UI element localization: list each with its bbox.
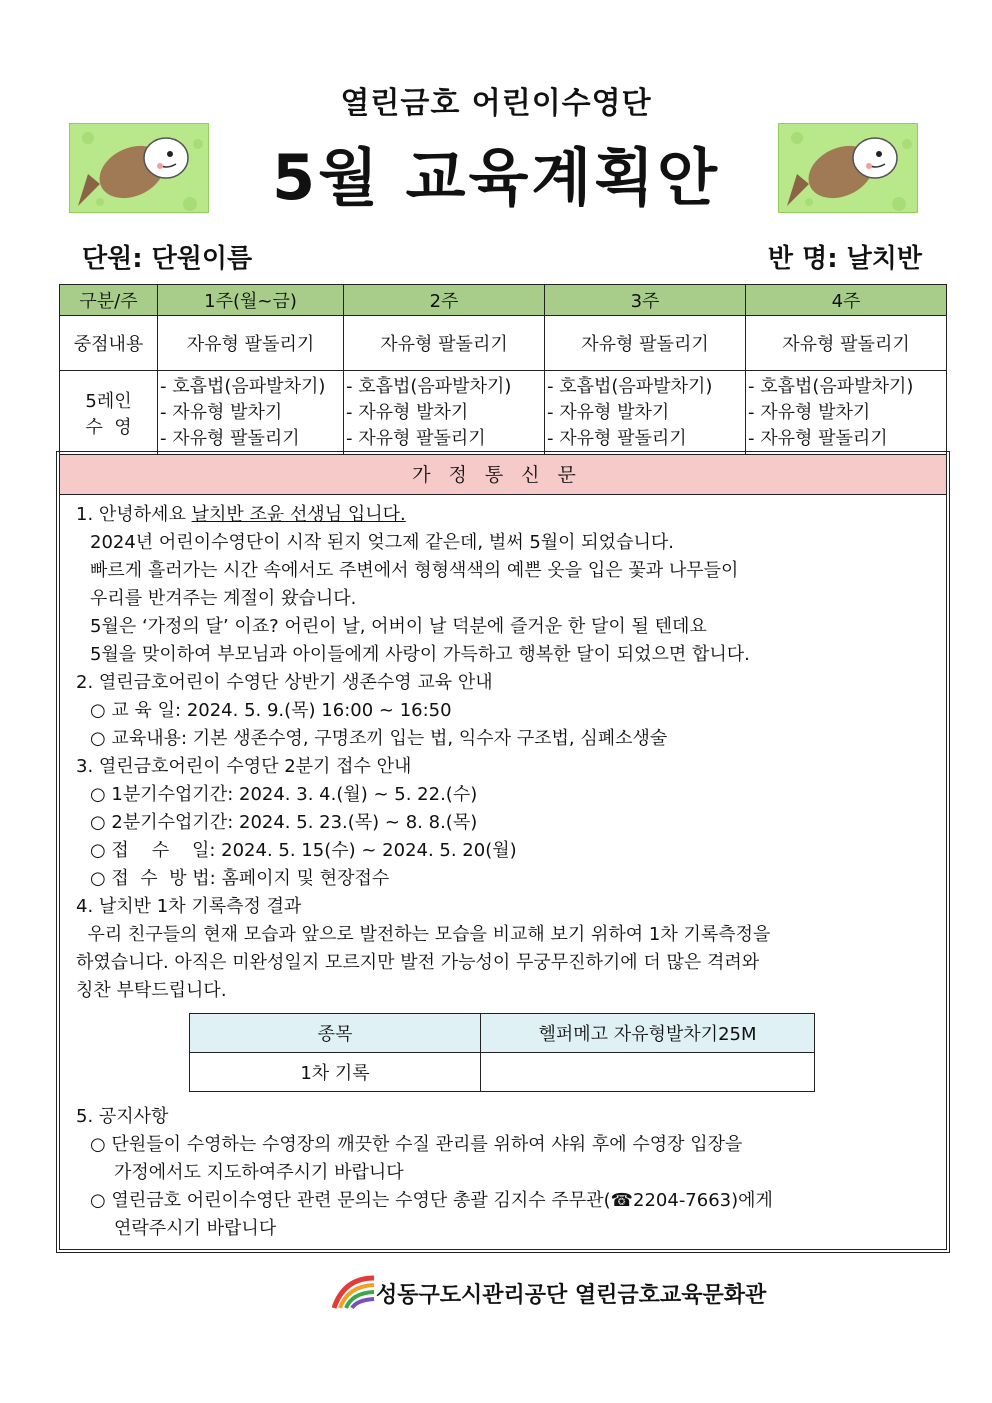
- table-cell: 자유형 팔돌리기: [545, 316, 746, 371]
- row-label: [60, 371, 158, 456]
- list-item: ○ 교 육 일: 2024. 5. 9.(목) 16:00 ~ 16:50: [90, 700, 452, 721]
- row-label: 중점내용: [60, 316, 158, 371]
- section-3-heading: 3. 열린금호어린이 수영단 2분기 접수 안내: [76, 756, 412, 777]
- detail-line: - 자유형 발차기: [160, 402, 283, 423]
- rainbow-logo-icon: [330, 1272, 378, 1312]
- section-1-heading: [76, 501, 406, 529]
- table-cell: [545, 371, 746, 456]
- detail-line: - 호흡법(음파발차기): [346, 376, 512, 397]
- fish-illustration-right: [778, 123, 918, 213]
- paragraph-line: 칭찬 부탁드립니다.: [76, 980, 227, 1001]
- paragraph-line: 우리를 반겨주는 계절이 왔습니다.: [90, 588, 357, 609]
- paragraph-line: 빠르게 흘러가는 시간 속에서도 주변에서 형형색색의 예쁜 옷을 입은 꽃과 나무들이: [90, 560, 739, 581]
- column-header: 구분/주: [60, 285, 158, 316]
- list-item: ○ 접 수 일: 2024. 5. 15(수) ~ 2024. 5. 20(월): [90, 840, 517, 861]
- row-label-line: 5레인: [85, 391, 132, 412]
- detail-line: - 자유형 팔돌리기: [748, 428, 888, 449]
- detail-line: - 자유형 팔돌리기: [160, 428, 300, 449]
- section-1-prefix: 1. 안녕하세요: [76, 504, 192, 525]
- section-4-heading: 4. 날치반 1차 기록측정 결과: [76, 896, 302, 917]
- list-item: ○ 1분기수업기간: 2024. 3. 4.(월) ~ 5. 22.(수): [90, 784, 478, 805]
- meta-row: [82, 238, 922, 278]
- detail-line: - 자유형 발차기: [346, 402, 469, 423]
- table-row: [60, 316, 947, 371]
- column-header: 4주: [746, 285, 947, 316]
- table-cell: [158, 371, 344, 456]
- table-header-row: [190, 1014, 815, 1053]
- subtitle: 열린금호 어린이수영단: [340, 86, 652, 121]
- weekly-plan-table: [59, 284, 947, 456]
- section-5-heading: 5. 공지사항: [76, 1106, 169, 1127]
- detail-line: - 자유형 발차기: [748, 402, 871, 423]
- detail-line: - 호흡법(음파발차기): [547, 376, 713, 397]
- detail-line: - 호흡법(음파발차기): [160, 376, 326, 397]
- row-label-line: 수 영: [85, 417, 132, 438]
- unit-name: 단원: 단원이름: [82, 244, 253, 274]
- column-header: 3주: [545, 285, 746, 316]
- paragraph-line: 5월을 맞이하여 부모님과 아이들에게 사랑이 가득하고 행복한 달이 되었으면 합니다.: [90, 644, 750, 665]
- class-name: 반 명: 날치반: [767, 244, 922, 274]
- fish-illustration-left: [69, 123, 209, 213]
- family-notice: [59, 454, 947, 1250]
- table-row: [60, 371, 947, 456]
- table-cell: 자유형 팔돌리기: [746, 316, 947, 371]
- detail-line: - 자유형 팔돌리기: [547, 428, 687, 449]
- table-cell: [344, 371, 545, 456]
- column-header: 2주: [344, 285, 545, 316]
- footer: [330, 1268, 767, 1318]
- list-item: ○ 2분기수업기간: 2024. 5. 23.(목) ~ 8. 8.(목): [90, 812, 478, 833]
- list-item: ○ 단원들이 수영하는 수영장의 깨끗한 수질 관리를 위하여 샤워 후에 수영장 입장을: [90, 1134, 743, 1155]
- paragraph-line: 하였습니다. 아직은 미완성일지 모르지만 발전 가능성이 무궁무진하기에 더 많은 격려와: [76, 952, 760, 973]
- column-header: 헬퍼메고 자유형발차기25M: [481, 1014, 815, 1053]
- paragraph-line: 5월은 ‘가정의 달’ 이죠? 어린이 날, 어버이 날 덕분에 즐거운 한 달이 될 텐데요: [90, 616, 707, 637]
- organization-name: 성동구도시관리공단 열린금호교육문화관: [376, 1283, 767, 1308]
- paragraph-line: 2024년 어린이수영단이 시작 된지 엊그제 같은데, 벌써 5월이 되었습니다.: [90, 532, 674, 553]
- page-title: 5월 교육계획안: [271, 141, 721, 214]
- notice-title: 가정통신문: [60, 455, 946, 495]
- detail-line: - 자유형 발차기: [547, 402, 670, 423]
- table-cell: [746, 371, 947, 456]
- table-header-row: [60, 285, 947, 316]
- table-row: [190, 1053, 815, 1092]
- table-cell: [481, 1053, 815, 1092]
- list-item-continuation: 연락주시기 바랍니다: [114, 1218, 277, 1239]
- detail-line: - 자유형 팔돌리기: [346, 428, 486, 449]
- record-table: [189, 1013, 815, 1092]
- teacher-intro: 날치반 조윤 선생님 입니다.: [191, 504, 406, 525]
- column-header: 종목: [190, 1014, 481, 1053]
- column-header: 1주(월~금): [158, 285, 344, 316]
- list-item-continuation: 가정에서도 지도하여주시기 바랍니다: [114, 1162, 404, 1183]
- paragraph-line: 우리 친구들의 현재 모습과 앞으로 발전하는 모습을 비교해 보기 위하여 1차 기록측정을: [76, 924, 771, 945]
- table-cell: 1차 기록: [190, 1053, 481, 1092]
- table-cell: 자유형 팔돌리기: [158, 316, 344, 371]
- detail-line: - 호흡법(음파발차기): [748, 376, 914, 397]
- list-item: ○ 교육내용: 기본 생존수영, 구명조끼 입는 법, 익수자 구조법, 심폐소생술: [90, 728, 668, 749]
- list-item: ○ 접 수 방 법: 홈페이지 및 현장접수: [90, 868, 390, 889]
- list-item: ○ 열린금호 어린이수영단 관련 문의는 수영단 총괄 김지수 주무관(☎2204-7663)에게: [90, 1190, 773, 1211]
- table-cell: 자유형 팔돌리기: [344, 316, 545, 371]
- section-2-heading: 2. 열린금호어린이 수영단 상반기 생존수영 교육 안내: [76, 672, 493, 693]
